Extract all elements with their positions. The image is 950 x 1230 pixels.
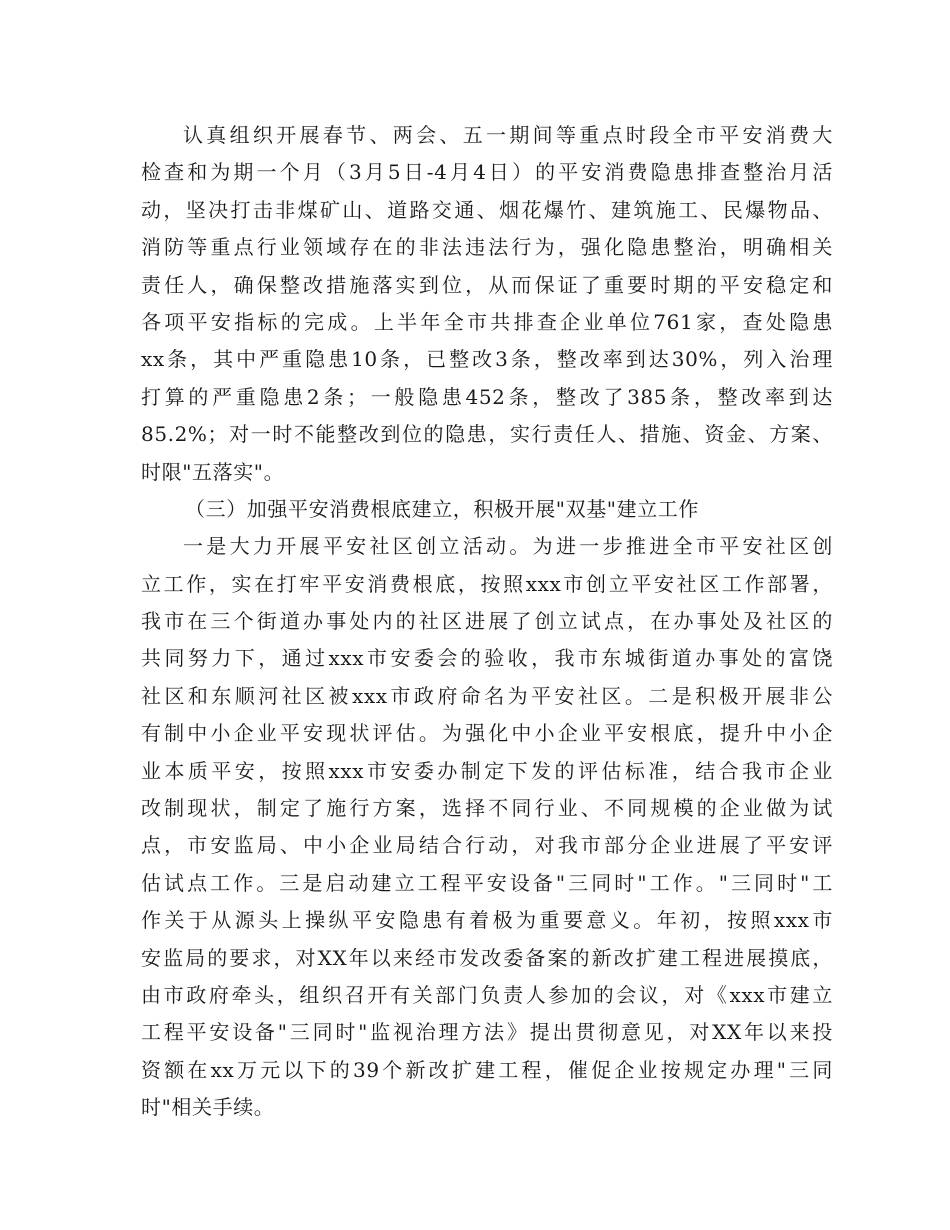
section-heading-text: （三）加强平安消费根底建立，积极开展"双基"建立工作 [185, 496, 699, 521]
paragraph-line: 业本质平安，按照xxx市安委办制定下发的评估标准，结合我市企业 [141, 758, 833, 783]
paragraph-line: 作关于从源头上操纵平安隐患有着极为重要意义。年初，按照xxx市 [141, 908, 833, 933]
paragraph-line: 动，坚决打击非煤矿山、道路交通、烟花爆竹、建筑施工、民爆物品、 [141, 197, 833, 222]
paragraph-line: 时限"五落实"。 [141, 459, 285, 484]
paragraph-line: 有制中小企业平安现状评估。为强化中小企业平安根底，提升中小企 [141, 721, 833, 746]
paragraph-line: 打算的严重隐患2条；一般隐患452条，整改了385条，整改率到达 [141, 384, 833, 409]
paragraph-line: 立工作，实在打牢平安消费根底，按照xxx市创立平安社区工作部署， [141, 571, 833, 596]
paragraph-line: 资额在xx万元以下的39个新改扩建工程，催促企业按规定办理"三同 [141, 1057, 833, 1082]
paragraph-line: 安监局的要求，对XX年以来经市发改委备案的新改扩建工程进展摸底， [141, 945, 833, 970]
paragraph-line: 点，市安监局、中小企业局结合行动，对我市部分企业进展了平安评 [141, 833, 833, 858]
paragraph-line: 社区和东顺河社区被xxx市政府命名为平安社区。二是积极开展非公 [141, 683, 833, 708]
paragraph-line: 85.2%；对一时不能整改到位的隐患，实行责任人、措施、资金、方案、 [141, 422, 833, 447]
paragraph-line: 各项平安指标的完成。上半年全市共排查企业单位761家，查处隐患 [141, 309, 833, 334]
paragraph-line: 工程平安设备"三同时"监视治理方法》提出贯彻意见，对XX年以来投 [141, 1020, 833, 1045]
paragraph-line: 估试点工作。三是启动建立工程平安设备"三同时"工作。"三同时"工 [141, 870, 833, 895]
paragraph-1 [141, 117, 833, 491]
paragraph-line: 消防等重点行业领域存在的非法违法行为，强化隐患整治，明确相关 [141, 235, 833, 260]
section-heading [141, 491, 833, 528]
paragraph-line: 一是大力开展平安社区创立活动。为进一步推进全市平安社区创 [183, 534, 833, 559]
paragraph-line: xx条，其中严重隐患10条，已整改3条，整改率到达30%，列入治理 [141, 347, 833, 372]
paragraph-line: 改制现状，制定了施行方案，选择不同行业、不同规模的企业做为试 [141, 796, 833, 821]
paragraph-line: 由市政府牵头，组织召开有关部门负责人参加的会议，对《xxx市建立 [141, 982, 833, 1007]
paragraph-line: 检查和为期一个月（3月5日-4月4日）的平安消费隐患排查整治月活 [141, 160, 833, 185]
paragraph-line: 时"相关手续。 [141, 1095, 275, 1120]
document-body [141, 117, 833, 1127]
paragraph-line: 认真组织开展春节、两会、五一期间等重点时段全市平安消费大 [183, 123, 833, 147]
paragraph-line: 共同努力下，通过xxx市安委会的验收，我市东城街道办事处的富饶 [141, 646, 833, 671]
paragraph-2 [141, 528, 833, 1126]
paragraph-line: 责任人，确保整改措施落实到位，从而保证了重要时期的平安稳定和 [141, 272, 833, 297]
paragraph-line: 我市在三个街道办事处内的社区进展了创立试点，在办事处及社区的 [141, 609, 833, 634]
